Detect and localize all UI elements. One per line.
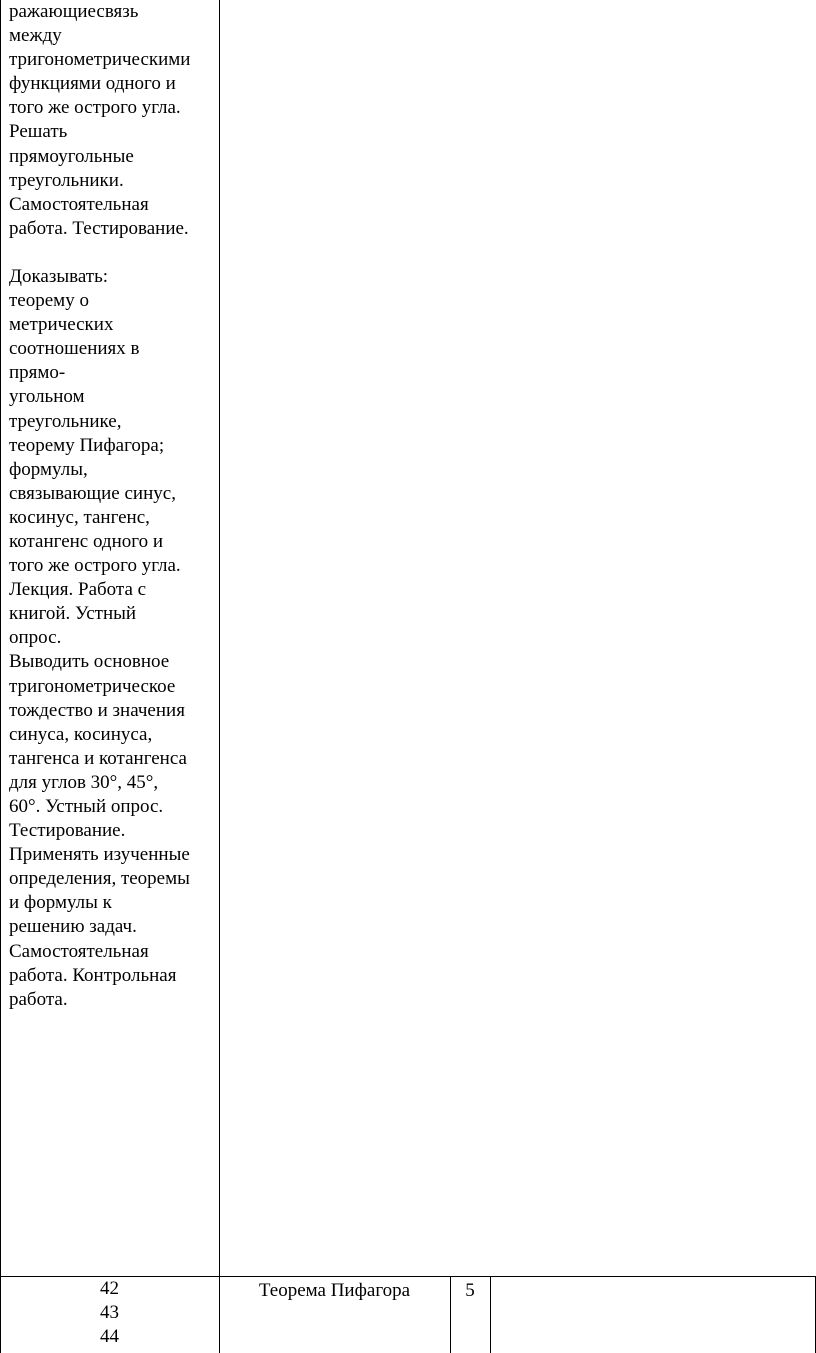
text-line: и формулы к <box>9 892 112 914</box>
text-line: прямоугольные <box>9 145 134 167</box>
text-line: опрос. <box>9 627 62 649</box>
text-line: теорему Пифагора; <box>9 434 165 456</box>
text-line: Тестирование. <box>9 820 126 842</box>
text-line: Доказывать: <box>9 265 109 287</box>
text-line: для углов 30°, 45°, <box>9 771 159 793</box>
competency-block-1 <box>9 0 190 241</box>
lesson-numbers-cell <box>0 1277 219 1349</box>
text-line: между <box>9 25 62 47</box>
text-line: угольном <box>9 386 85 408</box>
text-line: того же острого угла. <box>9 555 181 577</box>
text-line: работа. Контрольная <box>9 964 177 986</box>
text-line: ражающиесвязь <box>9 1 139 22</box>
upper-left-cell-text <box>9 0 190 1012</box>
text-line: тригонометрическими <box>9 49 191 71</box>
text-line: тригонометрическое <box>9 675 176 697</box>
hours-cell: 5 <box>465 1280 475 1301</box>
text-line: Самостоятельная <box>9 940 149 962</box>
text-line: Самостоятельная <box>9 193 149 215</box>
text-line: связывающие синус, <box>9 482 176 504</box>
text-line: синуса, косинуса, <box>9 723 153 745</box>
table-column-divider-3 <box>490 1276 491 1353</box>
text-line: книгой. Устный <box>9 603 137 625</box>
text-line: 60°. Устный опрос. <box>9 796 164 817</box>
text-line: определения, теоремы <box>9 868 190 890</box>
lesson-number: 43 <box>100 1302 119 1323</box>
text-line: Лекция. Работа с <box>9 579 147 601</box>
text-line: функциями одного и <box>9 73 176 95</box>
text-line: формулы, <box>9 458 88 480</box>
text-line: решению задач. <box>9 916 137 938</box>
table-column-divider-1 <box>219 0 220 1353</box>
lesson-number: 44 <box>100 1326 119 1347</box>
text-line: метрических <box>9 314 114 336</box>
text-line: Применять изученные <box>9 844 190 866</box>
text-line: соотношениях в <box>9 338 140 360</box>
table-left-border <box>0 0 1 1353</box>
text-line: тангенса и котангенса <box>9 747 187 769</box>
text-line: того же острого угла. <box>9 97 181 119</box>
text-line: работа. Тестирование. <box>9 217 189 239</box>
topic-cell: Теорема Пифагора <box>258 1280 411 1301</box>
text-line: треугольнике, <box>9 410 122 432</box>
text-line: Решать <box>9 121 68 143</box>
text-line: косинус, тангенс, <box>9 506 150 528</box>
competency-block-2 <box>9 265 190 1012</box>
text-line: работа. <box>9 988 68 1010</box>
text-line: Выводить основное <box>9 651 170 673</box>
text-line: тождество и значения <box>9 699 185 721</box>
lesson-number: 42 <box>100 1278 119 1299</box>
text-line: котангенс одного и <box>9 530 164 552</box>
text-line: прямо- <box>9 362 66 384</box>
text-line: теорему о <box>9 290 89 312</box>
text-line: треугольники. <box>9 169 124 191</box>
